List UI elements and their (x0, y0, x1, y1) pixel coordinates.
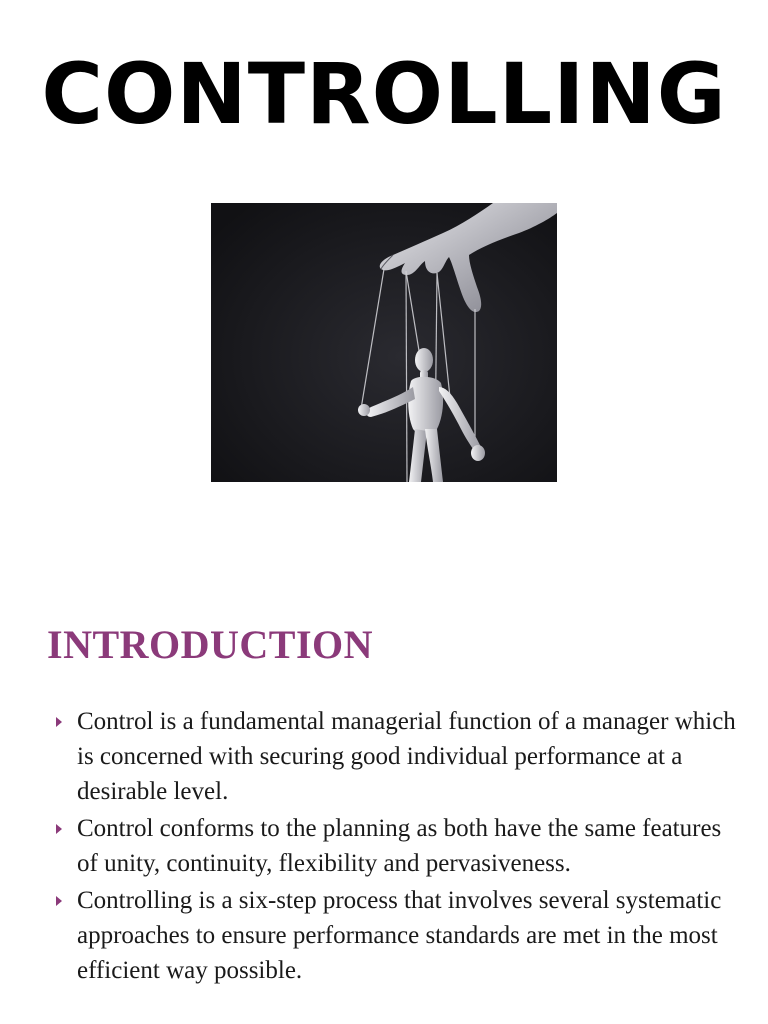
bullet-text: Controlling is a six-step process that involves several systematic approaches to ensure performance standards are met in the most efficient way possible. (77, 887, 722, 984)
bullet-item (54, 704, 744, 809)
triangle-bullet-icon (56, 717, 62, 727)
bullet-item (54, 883, 744, 988)
introduction-bullet-list (54, 704, 744, 990)
bullet-item (54, 811, 744, 881)
puppet-hand-image (211, 203, 557, 482)
bullet-text: Control conforms to the planning as both have the same features of unity, continuity, flexibility and pervasiveness. (77, 815, 722, 877)
section-heading: INTRODUCTION (47, 622, 374, 667)
triangle-bullet-icon (56, 824, 62, 834)
bullet-text: Control is a fundamental managerial function of a manager which is concerned with securing good individual performance at a desirable level. (77, 708, 736, 805)
page-title: CONTROLLING (41, 45, 727, 143)
triangle-bullet-icon (56, 896, 62, 906)
image-background (211, 203, 557, 482)
